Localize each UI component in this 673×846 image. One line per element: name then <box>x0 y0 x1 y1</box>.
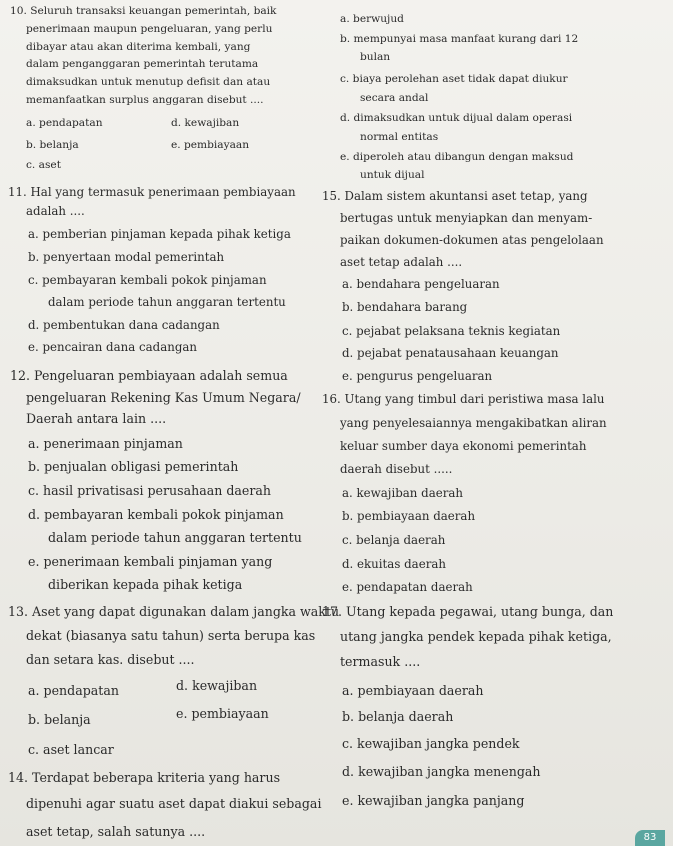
q13-line-2: dekat (biasanya satu tahun) serta berupa kas <box>26 628 316 643</box>
q14-option-a: a. berwujud <box>340 13 404 25</box>
q13-option-a: a. pendapatan <box>28 683 119 698</box>
q12-option-a: a. penerimaan pinjaman <box>28 436 183 451</box>
q17-line-2: utang jangka pendek kepada pihak ketiga, <box>340 629 612 644</box>
q16-option-b: b. pembiayaan daerah <box>342 509 476 523</box>
q14-option-d: d. dimaksudkan untuk dijual dalam operasi <box>340 112 573 124</box>
q15-option-d: d. pejabat penatausahaan keuangan <box>342 346 559 360</box>
q12-option-e: e. penerimaan kembali pinjaman yang <box>28 554 273 569</box>
q15-line-1: 15. Dalam sistem akuntansi aset tetap, yang <box>322 189 588 203</box>
q13-option-c: c. aset lancar <box>28 742 114 757</box>
q16-line-4: daerah disebut ..... <box>340 462 453 476</box>
q16-option-d: d. ekuitas daerah <box>342 557 446 571</box>
q11-line-2: adalah .... <box>26 204 85 218</box>
q16-line-2: yang penyelesaiannya mengakibatkan aliran <box>340 416 607 430</box>
q15-option-a: a. bendahara pengeluaran <box>342 277 500 291</box>
q12-line-1: 12. Pengeluaran pembiayaan adalah semua <box>10 368 288 383</box>
q14-option-c-cont: secara andal <box>360 92 429 104</box>
q10-option-b: b. belanja <box>26 139 79 151</box>
q17-option-d: d. kewajiban jangka menengah <box>342 764 541 779</box>
q11-option-a: a. pemberian pinjaman kepada pihak ketiga <box>28 227 291 241</box>
page-number: 83 <box>635 830 665 846</box>
q15-option-b: b. bendahara barang <box>342 300 468 314</box>
q12-line-2: pengeluaran Rekening Kas Umum Negara/ <box>26 390 301 405</box>
q10-line-2: penerimaan maupun pengeluaran, yang perlu <box>26 23 273 35</box>
q13-option-d: d. kewajiban <box>176 678 258 693</box>
q17-line-1: 17. Utang kepada pegawai, utang bunga, dan <box>322 604 614 619</box>
q10-line-1: 10. Seluruh transaksi keuangan pemerintah, baik <box>10 5 277 17</box>
q10-option-d: d. kewajiban <box>171 117 240 129</box>
q16-option-e: e. pendapatan daerah <box>342 580 473 594</box>
q14-option-b: b. mempunyai masa manfaat kurang dari 12 <box>340 33 579 45</box>
q15-line-4: aset tetap adalah .... <box>340 255 463 269</box>
q10-option-c: c. aset <box>26 159 61 171</box>
q13-option-b: b. belanja <box>28 712 91 727</box>
q13-line-1: 13. Aset yang dapat digunakan dalam jangka waktu <box>8 604 340 619</box>
q14-option-e-cont: untuk dijual <box>360 169 425 181</box>
q17-option-e: e. kewajiban jangka panjang <box>342 793 525 808</box>
q16-line-1: 16. Utang yang timbul dari peristiwa masa lalu <box>322 392 605 406</box>
q10-line-4: dalam penganggaran pemerintah terutama <box>26 58 259 70</box>
q12-option-e-cont: diberikan kepada pihak ketiga <box>48 577 243 592</box>
q14-option-b-cont: bulan <box>360 51 391 63</box>
q16-option-c: c. belanja daerah <box>342 533 446 547</box>
q10-option-e: e. pembiayaan <box>171 139 250 151</box>
q11-option-e: e. pencairan dana cadangan <box>28 340 198 354</box>
q15-option-c: c. pejabat pelaksana teknis kegiatan <box>342 324 561 338</box>
q11-option-d: d. pembentukan dana cadangan <box>28 318 220 332</box>
q15-line-2: bertugas untuk menyiapkan dan menyam- <box>340 211 593 225</box>
q11-option-c-cont: dalam periode tahun anggaran tertentu <box>48 295 286 309</box>
q17-line-3: termasuk .... <box>340 654 421 669</box>
q14-option-d-cont: normal entitas <box>360 131 439 143</box>
q12-option-d: d. pembayaran kembali pokok pinjaman <box>28 507 284 522</box>
q11-line-1: 11. Hal yang termasuk penerimaan pembiayaan <box>8 185 296 199</box>
q10-line-6: memanfaatkan surplus anggaran disebut .... <box>26 94 264 106</box>
q15-option-e: e. pengurus pengeluaran <box>342 369 493 383</box>
q17-option-c: c. kewajiban jangka pendek <box>342 736 520 751</box>
q17-option-a: a. pembiayaan daerah <box>342 683 484 698</box>
q14-option-c: c. biaya perolehan aset tidak dapat diukur <box>340 73 568 85</box>
q15-line-3: paikan dokumen-dokumen atas pengelolaan <box>340 233 604 247</box>
q13-line-3: dan setara kas. disebut .... <box>26 652 195 667</box>
q12-line-3: Daerah antara lain .... <box>26 411 167 426</box>
q14-line-1: 14. Terdapat beberapa kriteria yang harus <box>8 770 281 785</box>
q16-option-a: a. kewajiban daerah <box>342 486 463 500</box>
q17-option-b: b. belanja daerah <box>342 709 454 724</box>
q11-option-b: b. penyertaan modal pemerintah <box>28 250 225 264</box>
q14-line-3: aset tetap, salah satunya .... <box>26 824 206 839</box>
q10-line-5: dimaksudkan untuk menutup defisit dan atau <box>26 76 271 88</box>
q12-option-d-cont: dalam periode tahun anggaran tertentu <box>48 530 302 545</box>
q10-option-a: a. pendapatan <box>26 117 103 129</box>
q12-option-c: c. hasil privatisasi perusahaan daerah <box>28 483 272 498</box>
q14-line-2: dipenuhi agar suatu aset dapat diakui sebagai <box>26 796 322 811</box>
q14-option-e: e. diperoleh atau dibangun dengan maksud <box>340 151 574 163</box>
q12-option-b: b. penjualan obligasi pemerintah <box>28 459 239 474</box>
q16-line-3: keluar sumber daya ekonomi pemerintah <box>340 439 587 453</box>
q10-line-3: dibayar atau akan diterima kembali, yang <box>26 41 251 53</box>
q13-option-e: e. pembiayaan <box>176 706 269 721</box>
q11-option-c: c. pembayaran kembali pokok pinjaman <box>28 273 267 287</box>
